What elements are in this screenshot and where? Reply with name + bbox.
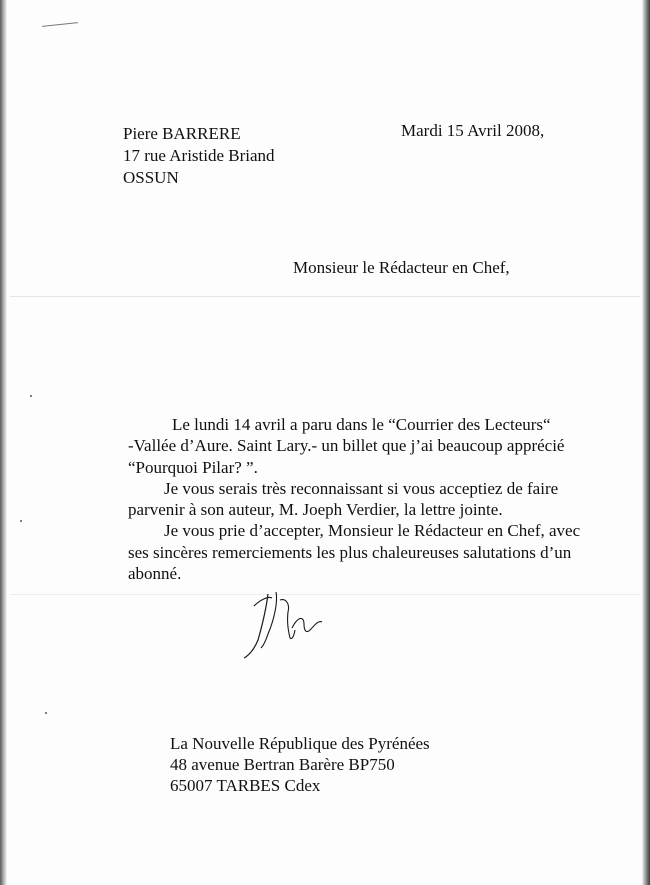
scan-edge-right: [642, 0, 650, 885]
recipient-name: La Nouvelle République des Pyrénées: [170, 734, 430, 753]
letter-date: Mardi 15 Avril 2008,: [401, 121, 545, 140]
body-line: “Pourquoi Pilar? ”.: [128, 457, 258, 477]
body-line: -Vallée d’Aure. Saint Lary.- un billet que j’ai beaucoup apprécié: [128, 436, 565, 456]
body-line: Je vous serais très reconnaissant si vous acceptiez de faire: [164, 478, 559, 498]
recipient-city: 65007 TARBES Cdex: [170, 776, 321, 795]
sender-town: OSSUN: [123, 168, 179, 187]
scan-speck: [45, 712, 47, 714]
body-line: parvenir à son auteur, M. Joeph Verdier, la lettre jointe.: [128, 500, 503, 520]
body-line: Je vous prie d’accepter, Monsieur le Rédacteur en Chef, avec: [164, 521, 581, 541]
letter-body: [128, 414, 581, 584]
scan-speck: [30, 395, 32, 397]
paper-fold-line: [10, 296, 640, 297]
body-line: abonné.: [128, 564, 182, 584]
sender-street: 17 rue Aristide Briand: [123, 146, 275, 165]
body-line: ses sincères remerciements les plus chaleureuses salutations d’un: [128, 542, 572, 562]
pencil-mark: [42, 22, 78, 27]
recipient-address: [170, 733, 430, 796]
scan-edge-left: [0, 0, 7, 885]
salutation: Monsieur le Rédacteur en Chef,: [293, 258, 510, 277]
signature-icon: [232, 590, 332, 665]
scan-speck: [20, 520, 22, 522]
body-line: Le lundi 14 avril a paru dans le “Courrier des Lecteurs“: [172, 415, 551, 434]
sender-address: [123, 123, 275, 189]
sender-name: Piere BARRERE: [123, 124, 241, 143]
recipient-street: 48 avenue Bertran Barère BP750: [170, 755, 395, 774]
